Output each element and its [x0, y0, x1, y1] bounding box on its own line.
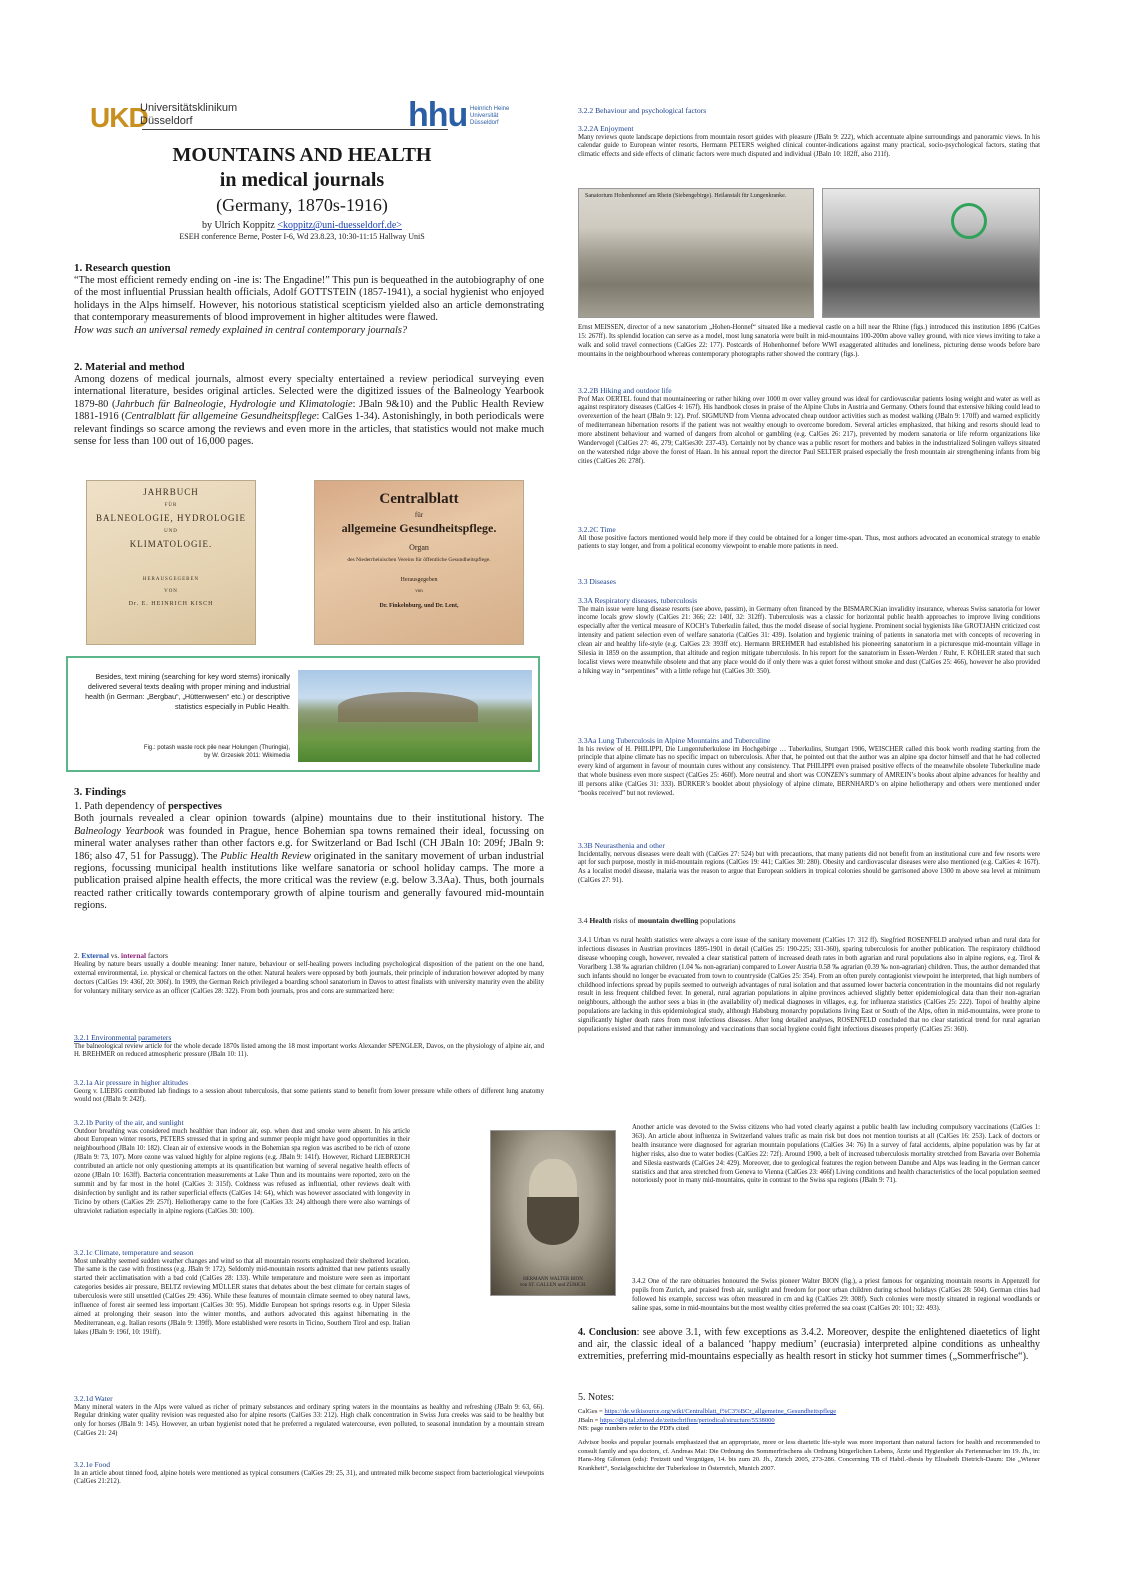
- section-body: Prof Max OERTEL found that mountaineering or rather hiking over 1000 m over valley ground was ideal for cardiovascular patients losing weight and water as well as against respiratory diseases (CalGes 4: 167f). His handbook closes in praise of the Alpine Clubs in Austria and Germany. Others found that extensive hiking could lead to overexertion of the heart (JBaln 9: 12). Prof. SIGMUND from Vienna advocated cheap outdoor activities such as modest walking (JBaln 9: 170ff) and warned explicitly of mediterranean hibernation resorts if the patient was not wealthy enough to overcome boredom. Several articles emphasized, that hiking and resorts should lead to more abstinent behaviour and warned of dangers from alcohol or gambling (e.g. CalGes 26: 217), prevented by modern sanatoria or life reform organizations like Wandervogel (CalGes 27: 46, 279; CalGes30: 237-43). Certainly not by chance was a public resort for mothers and babies in the industrialized Solingen valleys situated on the watershed ridge above the forest of Haan. In his annual report the director Paul SELTER praised especially the fresh mountain air strengthening infants from big cities (CalGes 26: 278f).: [578, 395, 1040, 465]
- hohenhonnef-photos: [578, 188, 1040, 318]
- section-body: Georg v. LIEBIG contributed lab findings to a session about tuberculosis, that some patients stand to benefit from lower pressure while others of different lung anatomy would not (JBaln 9: 242f).: [74, 1087, 544, 1104]
- logo-row: [90, 98, 530, 134]
- subsection-heading: 3.2.2A Enjoyment: [578, 124, 634, 133]
- section-air-pressure: [74, 1078, 544, 1105]
- centralblatt-cover-image: Centralblatt für allgemeine Gesundheitspflege. Organ des Niederrheinischen Vereins für öffentliche Gesundheitspflege. Herausgegeben von Dr. Finkelnburg, und Dr. Lent,: [314, 480, 524, 645]
- section-climate: [74, 1248, 410, 1338]
- jahrbuch-cover-image: JAHRBUCH FÜR BALNEOLOGIE, HYDROLOGIE UND KLIMATOLOGIE. HERAUSGEGEBEN VON Dr. E. HEINRICH KISCH: [86, 480, 256, 645]
- subsection-heading: 3.2.2 Behaviour and psychological factors: [578, 106, 707, 115]
- section-swiss-citizens: [632, 1124, 1040, 1186]
- section-environmental: [74, 1033, 544, 1060]
- section-body: Many reviews quote landscape depictions from mountain resort guides with pleasure (JBaln 9: 222), which accentuate alpine surroundings and panoramic views. In his calendar guide to European winter resorts, Hermann PETERS weighed clinical counter-indications against many practical, socio-psychological factors, stating that climatic effects and side effects of climatic factors were much disputed and individual (JBaln 10: 182ff, also 211f).: [578, 133, 1040, 159]
- section-body: 4. Conclusion: see above 3.1, with few exceptions as 3.4.2. Moreover, despite the enlightened diaetetics of light and air, the classic ideal of a balanced ‘happy medium’ (eucrasia) interpreted alpine conditions as unhealthy extremities, preferring mid-mountains especially as health resort in sticky hot summer times („Sommerfrische“).: [578, 1327, 1040, 1363]
- notes-pages: NB: page numbers refer to the PDFs cited: [578, 1425, 689, 1433]
- subsection-heading: 3.2.1c Climate, temperature and season: [74, 1248, 194, 1257]
- section-time: [578, 525, 1040, 552]
- section-material-method: [74, 361, 544, 448]
- notes-calges: CalGes = https://de.wikisource.org/wiki/Centralblatt_f%C3%BCr_allgemeine_Gesundheitspflege: [578, 1408, 837, 1416]
- subsection-heading: 2. External vs. internal factors: [74, 951, 169, 960]
- subsection-heading: 1. Path dependency of perspectives: [74, 801, 222, 812]
- section-conclusion: [578, 1327, 1040, 1364]
- ukd-logo: UKD: [90, 102, 148, 133]
- poster-subtitle: in medical journals: [219, 169, 385, 191]
- section-body: 3.4.2 One of the rare obituaries honoured the Swiss pioneer Walter BION (fig.), a priest famous for organizing mountain resorts in Appenzell for pupils from Zurich, and praised fresh air, sunlight and freedom for poor urban children during school holidays (CalGes 28: 504). German cities had followed his example, success was often measured in cm and kg (CalGes 29: 308f). Such colonies were mostly situated in regional woodlands or saline spas, some in mid-mountains but the most wealthy cities preferred the sea coast (CalGes 20: 101; 32: 493).: [632, 1278, 1040, 1312]
- subsection-heading: 3.3 Diseases: [578, 577, 616, 586]
- conference-line: ESEH conference Berne, Poster I-6, Wd 23.8.23, 10:30-11:15 Hallway UniS: [179, 232, 425, 241]
- section-neurasthenia: [578, 841, 1040, 886]
- logo-divider: [142, 129, 448, 130]
- section-behaviour: [578, 106, 1040, 116]
- left-column: [74, 0, 587, 1588]
- section-heading: 2. Material and method: [74, 361, 185, 373]
- subsection-heading: 3.2.1e Food: [74, 1460, 111, 1469]
- hhu-logo-text: Heinrich Heine Universität Düsseldorf: [470, 106, 510, 126]
- section-body: Most unhealthy seemed sudden weather changes and wind so that all mountain resorts emphasized their sheltered location. The same is the case with frostiness (e.g. JBaln 9: 172). Seldomly mid-mountain resorts admitted that new patients usually started their acclimatisation with a bad cold (CalGes 28: 133). While temperature and moisture were seen as important categories besides air pressure, BELTZ reviewing MÜLLER states that debates about the best climate for certain stages of tuberculosis were still unsettled (CalGes 29: 436). While these features of mountain climate seemed to obey natural laws, influence of forest air seemed less important (CalGes 30: 95). Middle European hot springs resorts e.g. in Upper Silesia aimed at prolonging their season into the winter months, and authors advocated this against hibernating in the Mediterranean, e.g. Italian resorts (JBaln 9: 139ff). More established were resorts in Ticino, Southern Tirol and esp. Italian lakes (JBaln 9: 196f, 10: 191ff).: [74, 1257, 410, 1336]
- section-enjoyment: [578, 124, 1040, 160]
- subsection-heading: 3.3A Respiratory diseases, tuberculosis: [578, 596, 698, 605]
- section-food: [74, 1460, 544, 1487]
- subsection-heading: 3.2.2B Hiking and outdoor life: [578, 386, 672, 395]
- section-body: Another article was devoted to the Swiss citizens who had voted clearly against a public health law including compulsory vaccinations (CalGes 1: 363). An article about influenza in Switzerland values trafic as main risk but does not mention tourists at all (CalGes 16: 253). Lack of doctors or health insurance were diagnosed for agrarian mountain populations (CalGes 34: 76) In a survey of fatal accidents, alpine population was by far at higher risks, also due to water bodies (CalGes 22: 72f). Around 1900, a belt of increased tuberculosis mortality stretched from Bavaria over Bohemia and Silesia eastwards (CalGes 24: 429). Moreover, due to geological features the region between Danube and Alps was leading in the German cancer statistics and that area stretched from Geneva to Vienna (CalGes 23: 466f) Living conditions and health characteristics of the local population seemed notoriously poor in many mid-mountains, quite in contrast to the Swiss spa regions (JBaln 9: 71).: [632, 1124, 1040, 1185]
- mining-note-box: [66, 656, 540, 772]
- section-body: “The most efficient remedy ending on -ine is: The Engadine!” This pun is bequeathed in the autobiography of one of the most influential Prussian health officials, Adolf GOTTSTEIN (1857-1941), a social hygienist who enjoyed holidays in the Alps himself. However, his notorious statistical scepticism yielded also an article demonstrating that contemporary measurements of blood improvement in higher altitudes were flawed.: [74, 275, 544, 324]
- mining-figure-caption: Fig.: potash waste rock pile near Holungen (Thuringia), by W. Grzesiek 2011: Wikimedia: [143, 745, 290, 759]
- section-body: Both journals revealed a clear opinion towards (alpine) mountains due to their institutional history. The Balneology Yearbook was founded in Prague, hence Bohemian spa towns remained their ideal, focussing on mineral water analyses rather than other factors e.g. for Switzerland or Bad Ischl (CH JBaln 10: 209f; JBaln 9: 186; also 47, 51 for Passugg). The Public Health Review originated in the sanitary movement of urban industrial regions, focussing municipal health institutions like welfare sanatoria or school holiday camps. The more a publication praised alpine health effects, the more critical was the review (e.g. below 3.3Aa). Thus, both journals reacted rather critically towards contemporary growth of alpine tourism and generally favoured mid-mountain regions.: [74, 813, 544, 912]
- section-water: [74, 1394, 544, 1439]
- section-body: In an article about tinned food, alpine hotels were mentioned as typical consumers (CalGes 29: 25, 31), and untreated milk become suspect from bacteriological viewpoints (CalGes 21:212).: [74, 1469, 544, 1486]
- research-question: How was such an universal remedy explained in central contemporary journals?: [74, 324, 408, 336]
- section-respiratory: [578, 596, 1040, 677]
- subsection-heading: 3.2.1a Air pressure in higher altitudes: [74, 1078, 189, 1087]
- section-alpine-tuberculosis: [578, 736, 1040, 799]
- author-email-link[interactable]: <koppitz@uni-duesseldorf.de>: [277, 220, 402, 231]
- calges-link[interactable]: https://de.wikisource.org/wiki/Centralblatt_f%C3%BCr_allgemeine_Gesundheitspflege: [604, 1408, 837, 1416]
- notes-advisor: Advisor books and popular journals emphasized that an appropriate, more or less diaetetic life-style was more important than natural factors for health and recommended to consult family and spa doctors, cf. Andreas Mai: Die Ordnung des Sommerfrischens als Ordnung bürgerlichen Lebens, Ärzte und Hygieniker als Ferienmacher im 19. Jh., in: Hans-Jörg Gilomen (eds): Freizeit und Vergnügen, 14. bis zum 20. Jh., Zürich 2005, 273-286. Concerning TB cf Habil.-thesis by Elisabeth Dietrich-Daum: Die „Wiener Krankheit“, Sozialgeschichte der Tuberkulose in Österreich, Munich 2007.: [578, 1439, 1040, 1472]
- right-column: [578, 0, 1040, 1588]
- section-obituary: [632, 1278, 1040, 1314]
- section-body: The balneological review article for the whole decade 1870s listed among the 18 most important works Alexander SPENGLER, Davos, on the physiology of alpine air, and H. BREHMER on reduced atmospheric pressure (JBaln 10: 11).: [74, 1042, 544, 1059]
- section-body: All those positive factors mentioned would help more if they could be obtained for a longer time-span. Thus, most authors advocated an economical strategy to enable patients to stay longer, and from a political economy viewpoint to enable more patients in need.: [578, 534, 1040, 551]
- jbaln-link[interactable]: https://digital.zbmed.de/zeitschriften/periodical/structure/5538000: [600, 1416, 775, 1424]
- subsection-heading: 3.2.1b Purity of the air, and sunlight: [74, 1118, 184, 1127]
- section-diseases: [578, 577, 1040, 587]
- hhu-logo: hhu: [408, 96, 468, 134]
- mining-note-text: Besides, text mining (searching for key word stems) ironically delivered several texts dealing with proper mining and industrial health (in German: „Bergbau“, „Hüttenwesen“ etc.) or descriptive statistics especially in Public Health.: [85, 672, 290, 711]
- section-body: 3.4.1 Urban vs rural health statistics were always a core issue of the sanitary movement (CalGes 17: 312 ff). Siegfried ROSENFELD analysed urban and rural data for infectious diseases in Austrian provinces 1895-1901 in detail (CalGes 25: 190-225; 331-360), sparing tuberculosis for another publication. The respiratory childhood disease whooping cough, however, revealed a clear statistical pattern of increased death rates in both agrarian and rural populations also in alpine regions, e.g. Tirol & Vorarlberg 1.38 ‰ agrarian children (1.04 ‰ non-agrarian) compared to Lower Austria 0.58 ‰ agrarian (0.39 ‰ non-agrarian) children. Thus, the author demanded that such infants should no longer be evacuated from town to countryside (CalGes 25: 354). From an often purely contagionist viewpoint he interpreted, that high numbers of childhood infections spread by pupils seemed to outweigh advantages of rural isolation and that assumed lower bacteria concentration in the mountains did not regularly result in less frequent childbed fever. In general, rural agrarian populations in alpine provinces achieved slightly better epidemiological data than their non-agrarian neighbours, although the author sees a bias in (the availability of) medical diagnoses in villages, e.g. for influenza statistics (CalGes 25: 222). Topoi of healthy alpine populations are lacking in this epidemiological study, although Habsburg monarchy populations living East or South of the Alps, often in mid-mountains, were prone to significantly higher death rates from most infectious diseases. After long detailed analyses, ROSENFELD concluded that no clear statistical trend for rural agrarian populations existed and that rather immunology and vaccinations than social hygiene could fight infectious diseases properly (CalGes 25: 360).: [578, 937, 1040, 1034]
- section-body: Many mineral waters in the Alps were valued as richer of primary substances and ordinary spring waters in the mountains as healthy and refreshing (JBaln 9: 63, 66). Regular drinking water quality revision was requested also for alpine resorts (CalGes 33: 212). High chalk concentration in Swiss Jura creeks was said to be healthy but only for horses (JBaln 9: 145). However, an urban hygienist noted that he preferred a regulated watercourse, even polluted, to seasonal inundation by a mountain stream (CalGes 21: 24): [74, 1403, 544, 1438]
- hohenhonnef-photo-image: [822, 188, 1040, 318]
- portrait-caption: HERMANN WALTER BION von ST. GALLEN und ZÜRICH.: [519, 1277, 587, 1288]
- section-health-risks: [578, 916, 1040, 926]
- subsection-heading: 3.2.1d Water: [74, 1394, 113, 1403]
- section-notes: [578, 1392, 1040, 1473]
- section-hohenhonnef: [578, 324, 1040, 360]
- section-urban-rural: [578, 937, 1040, 1035]
- author-line: by Ulrich Koppitz <koppitz@uni-duesseldorf.de>: [202, 220, 402, 231]
- section-body: Ernst MEISSEN, director of a new sanatorium „Hohen-Honnef“ situated like a medieval castle on a hill near the Rhine (figs.) introduced this institution 1896 (CalGes 15: 267ff). Its splendid location can serve as a model, most lung sanatoria were built in mid-mountains 100-200m above valley ground, with nice views inviting to take a walk and solid travel connections (CalGes 22: 177). Postcards of Hohenhonnef before WWI exaggerated altitudes and loneliness, picturing dense woods before bare mountains in the neighbourhood whereas contemporary photographs rather showed the contrary (figs.).: [578, 324, 1040, 358]
- section-body: Healing by nature bears usually a double meaning: Inner nature, behaviour or self-healing powers including psychological disposition of the patient on the one hand, external environmental, i.e. physical or chemical factors on the other. Natural healers were opposed by both journals, their principle of induration however adopted by many doctors (CalGes 19: 436f, 20: 306f). In 1909, the German Reich privileged a boarding school sanatorium in Davos to attest finalists with university maturity even the ability for voluntary military service as an officer (CalGes 28: 322). From both journals, pros and cons are summarized here:: [74, 960, 544, 995]
- subsection-heading: 3.2.2C Time: [578, 525, 616, 534]
- subsection-heading: 3.2.1 Environmental parameters: [74, 1033, 172, 1042]
- poster-title: MOUNTAINS AND HEALTH: [172, 144, 432, 166]
- section-body: The main issue were lung disease resorts (see above, passim), in Germany often financed by the BISMARCKian invalidity insurance, whereas Swiss sanatoria for lower income locals grew slowly (CalGes 21: 366; 22: 140f, 32: 312ff). Tuberculosis was a classic for horizontal public health approaches to improve living conditions especially after the vertical measure of KOCH’s Tuberkulin failed, thus the model disease of social hygiene. Prominent social hygienists like GROTJAHN criticized cost intensity and patient selection even of welfare sanatoria (CalGes 31: 439). Isolation and hygienic training of patients in sanatoria met with concepts of recovering in clean air and healthy life-style (e.g. CalGes 23: 393ff etc). Hermann BREHMER had established his pioneering sanatorium in a picturesque mid-mountain village in Silesia in 1859 on the assumption, that altitude and region mitigate tuberculosis. In his report for the sanatorium in Essen-Werden / Ruhr, F. KÖHLER stated that such localist views were meanwhile obsolete and that any place would do if only there was a quiet forest without smoke and dust (CalGes 25: 466), however he also provided a hiking way in “serpentines” with a little refuge hut (CalGes 30: 350).: [578, 605, 1040, 675]
- subsection-heading: 3.3Aa Lung Tuberculosis in Alpine Mountains and Tuberculine: [578, 736, 771, 745]
- section-heading: 1. Research question: [74, 262, 171, 274]
- ukd-logo-text: Universitätsklinikum Düsseldorf: [140, 102, 238, 127]
- potash-waste-pile-image: [298, 670, 532, 762]
- section-heading: 3. Findings: [74, 786, 126, 798]
- section-body: In his review of H. PHILIPPI, Die Lungentuberkulose im Hochgebirge … Tuberkulins, Stuttgart 1906, WEISCHER called this book worth reading starting from the principle that alpine climate has no specific impact on tuberculosis. After that, he pointed out that the author was an alpine spa doctor himself and that he had collected every kind of argument in favour of mountain cures without any consistency. That PHILIPPI even praised positive effects of the meanwhile obsolete Tuberkuline made that whole business even more suspect (CalGes 25: 460f). More neutral and short was CONZEN’s summary of AMREIN’s books about alpine advances for healthy and ill persons alike (CalGes 31: 333). BÜRKER’s booklet about physiology of alpine climate, BERNHARD’s on alpine heliotherapy and others were mentioned under “books received” but not reviewed.: [578, 745, 1040, 798]
- section-body: Among dozens of medical journals, almost every specialty entertained a review periodical surveying even international literature, besides original articles. Selected were the digitized issues of the Balneology Yearbook 1879-80 (Jahrbuch für Balneologie, Hydrologie und Klimatologie: JBaln 9&10) and the Public Health Review 1881-1916 (Centralblatt für allgemeine Gesundheitspflege: CalGes 1-34). Astonishingly, in both periodicals were relevant findings so scarce among the reviews and even more in the articles, that statistics would not make much sense for less than 100 out of 16,000 pages.: [74, 374, 545, 448]
- section-body: Outdoor breathing was considered much healthier than indoor air, esp. when dust and smoke were absent. In his article about European winter resorts, PETERS stressed that in spring and summer people might have good opportunities in their neighbourhood (JBaln 10: 182). Clean air of extensive woods in the Bohemian spa region was ascribed to be rich of ozone (JBaln 9: 73, 107). More ozone was valued highly for alpine regions (e.g. JBaln 9: 141f). However, Richard LIEBREICH contributed an article not only questioning attempts at its quantification but warning of several negative health effects of ozone (JBaln 10: 163ff). Bacteria concentration measurements at Lake Thun and its mountains were reported, zero on the summit and by far most in the hotel (CalGes 3: 315f). Coldness was refused as influential, other reviews dealt with disinfection by sunlight and its rather superficial effects (CalGes 14: 64), which was however associated with longevity in Ticino by others (CalGes 29: 257f). Heliotherapy came to the fore (CalGes 33: 24) although there were also warnings of ultraviolet radiation especially in alpine regions (CalGes 30: 100).: [74, 1127, 410, 1215]
- poster-period: (Germany, 1870s-1916): [216, 195, 388, 215]
- title-block: [74, 143, 530, 242]
- subsection-heading: 3.3B Neurasthenia and other: [578, 841, 665, 850]
- sanatorium-postcard-image: Sanatorium Hohenhonnef am Rhein (Siebengebirge). Heilanstalt für Lungenkranke.: [578, 188, 814, 318]
- subsection-heading: 3.4 Health risks of mountain dwelling populations: [578, 916, 736, 925]
- section-findings: [74, 786, 544, 913]
- highlight-circle: [951, 203, 987, 239]
- section-hiking: [578, 386, 1040, 467]
- section-air-purity: [74, 1118, 410, 1217]
- notes-jbaln: JBaln = https://digital.zbmed.de/zeitschriften/periodical/structure/5538000: [578, 1416, 775, 1424]
- section-external-internal: [74, 952, 544, 997]
- section-heading: 5. Notes:: [578, 1392, 615, 1403]
- section-research-question: [74, 262, 544, 337]
- section-body: Incidentally, nervous diseases were dealt with (CalGes 27: 524) but with precautions, that many patients did not benefit from an institutional cure and few resorts were apt for such purpose, mostly in mid-mountain regions (CalGes 19: 441; CalGes 30: 280). Obesity and cardiovascular diseases were also mentioned (e.g. CalGes 4: 167f). As a localist model disease, malaria was the reason to argue that European soldiers in tropical colonies should be garrisoned above 1300 m above sea level at minimum (CalGes 27: 91).: [578, 850, 1040, 885]
